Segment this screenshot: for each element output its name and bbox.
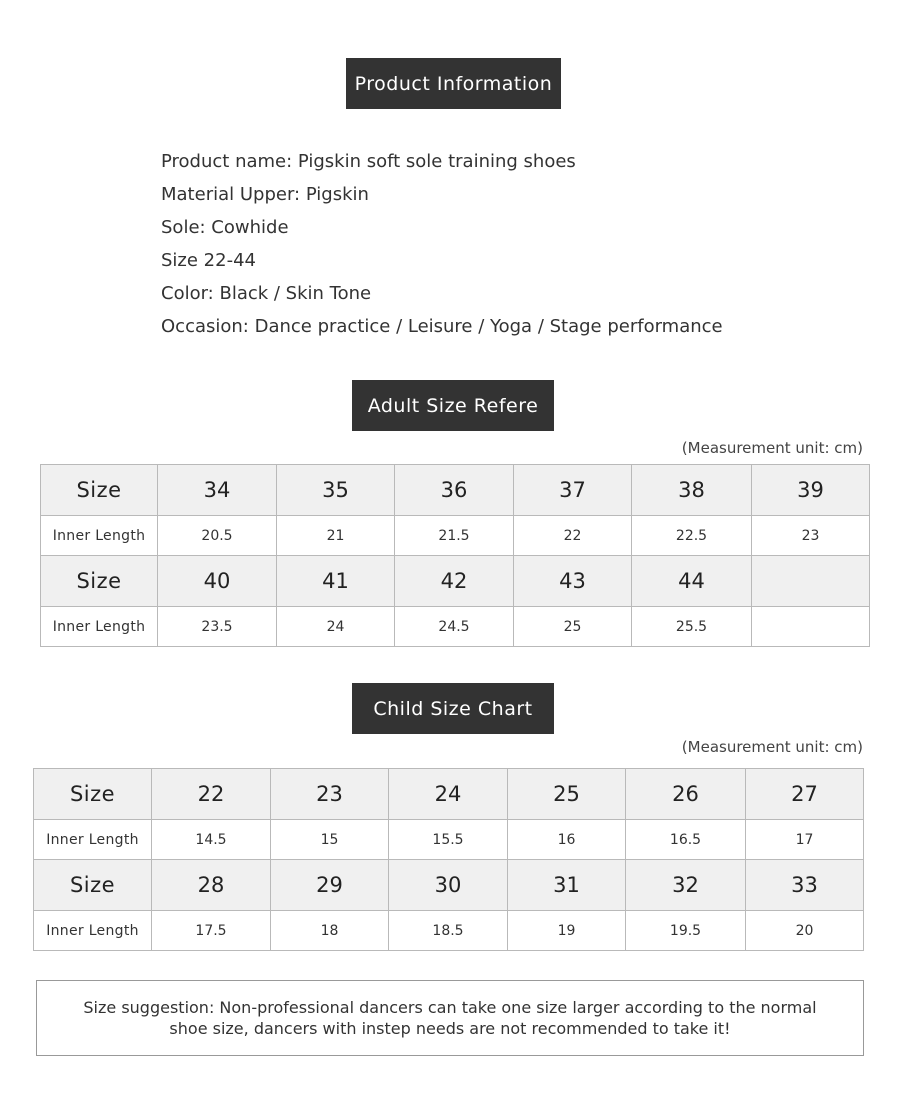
size-cell: 43 — [514, 556, 632, 607]
material-upper-line: Material Upper: Pigskin — [161, 184, 369, 205]
table-row — [34, 769, 864, 820]
length-cell: 21.5 — [395, 516, 514, 556]
length-cell: 15 — [271, 820, 389, 860]
size-cell: 27 — [746, 769, 864, 820]
size-cell — [752, 556, 870, 607]
child-size-heading: Child Size Chart — [352, 683, 554, 734]
size-label-cell: Size — [34, 769, 152, 820]
length-cell: 18 — [271, 911, 389, 951]
inner-length-label-cell: Inner Length — [34, 911, 152, 951]
size-cell: 44 — [632, 556, 752, 607]
size-suggestion-line-2: shoe size, dancers with instep needs are not recommended to take it! — [169, 1019, 731, 1038]
size-cell: 22 — [152, 769, 271, 820]
adult-unit-note: (Measurement unit: cm) — [681, 439, 863, 457]
length-cell: 17.5 — [152, 911, 271, 951]
size-suggestion-line-1: Size suggestion: Non-professional dancers can take one size larger according to the normal — [83, 998, 817, 1017]
inner-length-label-cell: Inner Length — [34, 820, 152, 860]
size-cell: 36 — [395, 465, 514, 516]
size-cell: 37 — [514, 465, 632, 516]
size-cell: 42 — [395, 556, 514, 607]
length-cell: 16 — [508, 820, 626, 860]
size-label-cell: Size — [34, 860, 152, 911]
size-cell: 26 — [626, 769, 746, 820]
length-cell: 23 — [752, 516, 870, 556]
length-cell: 20.5 — [158, 516, 277, 556]
inner-length-label-cell: Inner Length — [41, 607, 158, 647]
size-cell: 24 — [389, 769, 508, 820]
length-cell: 25.5 — [632, 607, 752, 647]
length-cell: 19.5 — [626, 911, 746, 951]
length-cell: 17 — [746, 820, 864, 860]
size-cell: 41 — [277, 556, 395, 607]
size-cell: 39 — [752, 465, 870, 516]
size-cell: 23 — [271, 769, 389, 820]
inner-length-label-cell: Inner Length — [41, 516, 158, 556]
occasion-line: Occasion: Dance practice / Leisure / Yoga / Stage performance — [161, 316, 723, 337]
adult-size-table — [40, 464, 870, 647]
size-cell: 31 — [508, 860, 626, 911]
product-info-list — [161, 145, 723, 343]
size-cell: 30 — [389, 860, 508, 911]
size-cell: 28 — [152, 860, 271, 911]
size-cell: 25 — [508, 769, 626, 820]
adult-size-heading: Adult Size Refere — [352, 380, 554, 431]
color-line: Color: Black / Skin Tone — [161, 283, 372, 304]
size-cell: 38 — [632, 465, 752, 516]
size-range-line: Size 22-44 — [161, 250, 256, 271]
length-cell: 21 — [277, 516, 395, 556]
length-cell — [752, 607, 870, 647]
size-cell: 32 — [626, 860, 746, 911]
length-cell: 20 — [746, 911, 864, 951]
length-cell: 23.5 — [158, 607, 277, 647]
length-cell: 19 — [508, 911, 626, 951]
table-row — [41, 556, 870, 607]
length-cell: 18.5 — [389, 911, 508, 951]
length-cell: 24.5 — [395, 607, 514, 647]
length-cell: 14.5 — [152, 820, 271, 860]
length-cell: 16.5 — [626, 820, 746, 860]
size-cell: 33 — [746, 860, 864, 911]
size-cell: 29 — [271, 860, 389, 911]
child-unit-note: (Measurement unit: cm) — [681, 738, 863, 756]
size-cell: 35 — [277, 465, 395, 516]
product-name-line: Product name: Pigskin soft sole training shoes — [161, 151, 576, 172]
size-label-cell: Size — [41, 465, 158, 516]
product-information-heading: Product Information — [346, 58, 561, 109]
length-cell: 15.5 — [389, 820, 508, 860]
table-row — [34, 911, 864, 951]
sole-line: Sole: Cowhide — [161, 217, 289, 238]
child-size-table — [33, 768, 864, 951]
table-row — [41, 607, 870, 647]
size-cell: 34 — [158, 465, 277, 516]
length-cell: 22 — [514, 516, 632, 556]
table-row — [34, 820, 864, 860]
length-cell: 24 — [277, 607, 395, 647]
size-label-cell: Size — [41, 556, 158, 607]
table-row — [34, 860, 864, 911]
table-row — [41, 516, 870, 556]
length-cell: 22.5 — [632, 516, 752, 556]
size-suggestion-box — [36, 980, 864, 1056]
table-row — [41, 465, 870, 516]
length-cell: 25 — [514, 607, 632, 647]
size-cell: 40 — [158, 556, 277, 607]
